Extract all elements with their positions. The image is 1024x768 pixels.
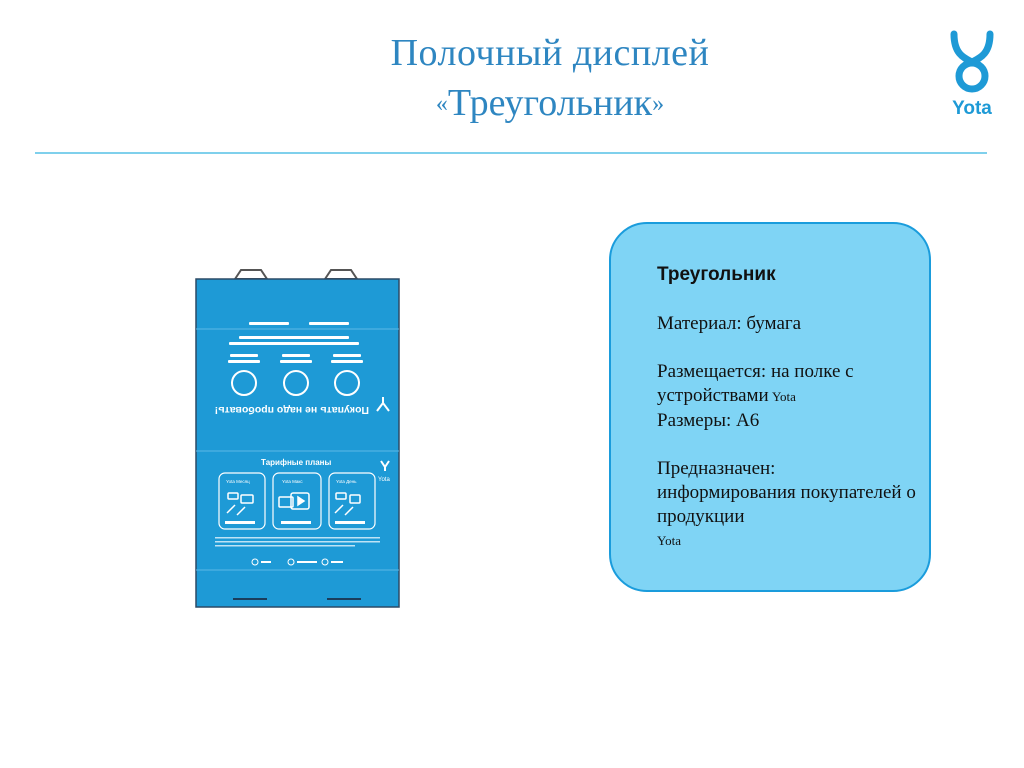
yota-logo	[944, 28, 1000, 128]
material-label: Материал:	[657, 313, 742, 334]
placement-value: на полке с устройствами	[657, 361, 854, 406]
shelf-display-image	[195, 265, 400, 610]
display-headline: Покупать не надо пробовать!	[214, 404, 369, 416]
plan-label-1: Yota Месяц	[226, 479, 250, 484]
header-divider	[35, 152, 987, 154]
placement-label: Размещается:	[657, 361, 767, 382]
purpose-label: Предназначен:	[657, 458, 776, 479]
svg-text:Yota: Yota	[378, 477, 390, 483]
card-heading: Треугольник	[657, 264, 776, 285]
page-title	[300, 30, 800, 127]
placement-line	[657, 360, 917, 409]
close-quote: »	[652, 91, 665, 117]
plan-label-2: Yota Макс	[282, 479, 303, 484]
title-line-2	[300, 80, 800, 127]
size-line	[657, 409, 917, 433]
open-quote: «	[435, 91, 448, 117]
material-value: бумага	[741, 313, 802, 334]
yota-logo-text: Yota	[952, 98, 992, 119]
material-line	[657, 312, 917, 336]
title-line-2-text: Треугольник	[447, 82, 653, 124]
size-label: Размеры:	[657, 410, 732, 431]
purpose-value: информирования покупателей о продукции	[657, 482, 916, 527]
title-line-1: Полочный дисплей	[390, 32, 710, 74]
plan-label-3: Yota День	[336, 479, 357, 484]
placement-brand: Yota	[768, 389, 796, 404]
size-value: А6	[731, 410, 760, 431]
yota-logo-icon	[944, 28, 1000, 98]
purpose-brand: Yota	[657, 533, 681, 548]
info-card	[609, 222, 931, 592]
tariffs-title: Тарифные планы	[261, 458, 332, 467]
